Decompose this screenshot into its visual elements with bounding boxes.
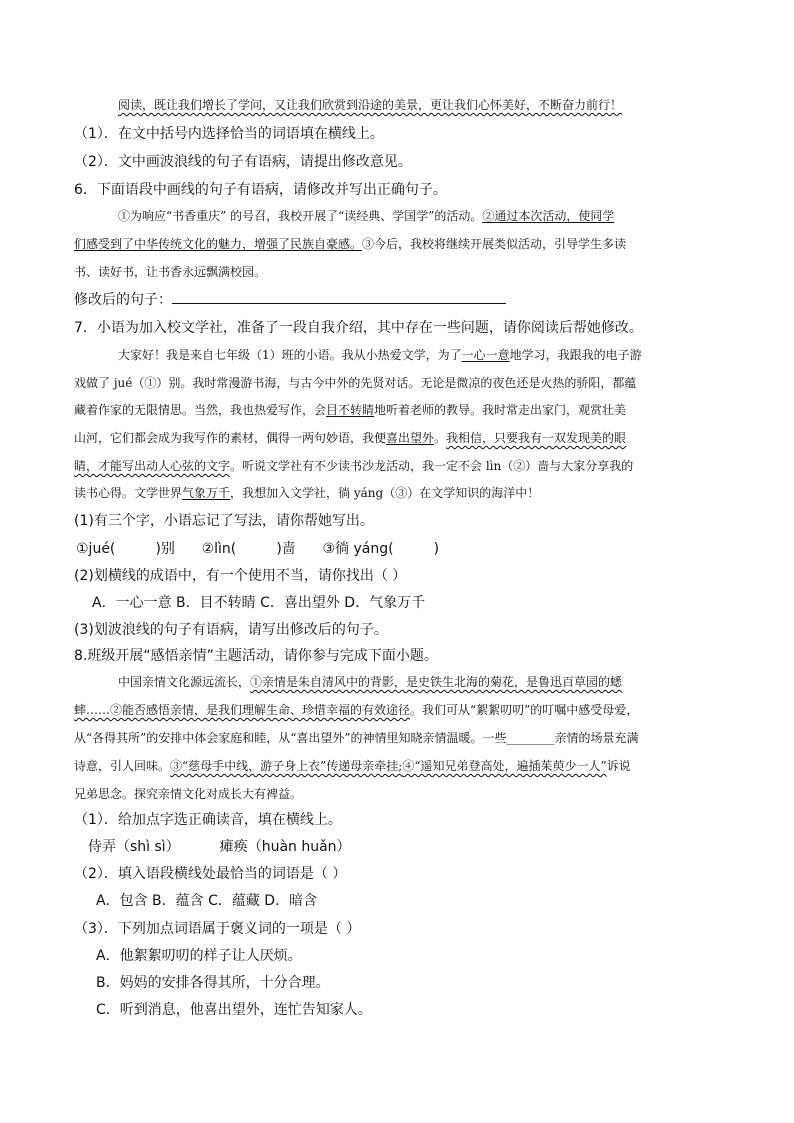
q8-reading-a[interactable]: 侍弄（shì sì） bbox=[88, 839, 180, 855]
q7-fill-row[interactable]: ①jué( )别 ②lìn( )啬 ③徜 yáng( ) bbox=[76, 541, 440, 557]
q8-option-a[interactable]: A．他絮絮叨叨的样子让人厌烦。 bbox=[96, 948, 302, 964]
q6-passage-line3: 书、读好书，让书香永远飘满校园。 bbox=[74, 265, 267, 279]
q7-title: 7．小语为加入校文学社，准备了一段自我介绍，其中存在一些问题，请你阅读后帮她修改。 bbox=[74, 320, 643, 336]
q7-text: 地听着老师的教导。我时常走出家门，观赏壮美 bbox=[374, 403, 627, 417]
q6-answer-label: 修改后的句子： bbox=[74, 292, 172, 308]
q7-idiom-b: 目不转睛 bbox=[326, 403, 375, 417]
q6-title: 6．下面语段中画线的句子有语病，请修改并写出正确句子。 bbox=[74, 182, 447, 198]
q7-text: 地学习，我跟我的电子游 bbox=[509, 348, 642, 362]
q6-passage-line1 bbox=[118, 207, 614, 224]
q7-idiom-a: 一心一意 bbox=[461, 348, 510, 362]
q7-wavy-sentence: 我相信，只要我有一双发现美的眼 bbox=[446, 431, 627, 445]
q8-text: 中国亲情文化源远流长， bbox=[118, 675, 251, 689]
q8-reading-b[interactable]: 瘫痪（huàn huǎn） bbox=[219, 839, 351, 855]
q8-line3: 从“各得其所”的安排中体会家庭和睦，从“喜出望外”的神情里知晓亲情温暖。一些________亲情的场景充满 bbox=[74, 731, 639, 745]
q7-text: 。听说文学社有不少读书沙龙活动，我一定不会 lìn（②）啬与大家分享我的 bbox=[230, 459, 634, 473]
q5-wavy-sentence: 阅读，既让我们增长了学问，又让我们欣赏到沿途的美景，更让我们心怀美好，不断奋力前行！ bbox=[118, 98, 623, 112]
q8-wavy-sentence: ①亲情是朱自清风中的背影，是史铁生北海的菊花，是鲁迅百草园的蟋 bbox=[250, 675, 623, 689]
q7-sub1: (1)有三个字，小语忘记了写法，请你帮她写出。 bbox=[74, 513, 374, 529]
q8-sub1: （1）．给加点字选正确读音，填在横线上。 bbox=[74, 812, 342, 828]
q8-wavy-poem-2: ④“遥知兄弟登高处，遍插茱萸少一人” bbox=[402, 759, 607, 773]
q7-line6 bbox=[74, 484, 539, 501]
q8-wavy-sentence-cont: 蟀……②能否感悟亲情，是我们理解生命、珍惜幸福的有效途径 bbox=[74, 703, 411, 717]
q7-line4 bbox=[74, 429, 626, 446]
q8-wavy-poem-1: ③“慈母手中线，游子身上衣”传递母亲牵挂; bbox=[170, 759, 403, 773]
q8-line5: 兄弟思念。探究亲情文化对成长大有裨益。 bbox=[74, 787, 303, 801]
q8-reading-row bbox=[88, 836, 351, 856]
q8-option-c[interactable]: C．听到消息，他喜出望外，连忙告知家人。 bbox=[96, 1002, 372, 1018]
q5-passage-end bbox=[118, 96, 622, 113]
q8-text: 诗意，引人回味。 bbox=[74, 759, 171, 773]
q7-line5 bbox=[74, 457, 633, 474]
q7-text: 山河，它们都会成为我写作的素材，偶得一两句妙语，我便 bbox=[74, 431, 387, 445]
q6-answer-row bbox=[74, 289, 506, 309]
q7-text: 大家好！我是来自七年级（1）班的小语。我从小热爱文学，为了 bbox=[118, 348, 462, 362]
q8-option-b[interactable]: B．妈妈的安排各得其所，十分合理。 bbox=[96, 975, 330, 991]
q8-line1 bbox=[118, 673, 622, 690]
q8-line2 bbox=[74, 701, 638, 718]
q7-wavy-sentence-cont: 睛，才能写出动人心弦的文字 bbox=[74, 459, 231, 473]
q8-line4 bbox=[74, 757, 631, 774]
q6-text: ③今后，我校将继续开展类似活动，引导学生多读 bbox=[362, 237, 627, 251]
q6-passage-line2 bbox=[74, 235, 626, 252]
q8-text: 。我们可从“絮絮叨叨”的叮嘱中感受母爱， bbox=[410, 703, 639, 717]
q7-sub3: (3)划波浪线的句子有语病，请写出修改后的句子。 bbox=[74, 622, 388, 638]
q7-idiom-c: 喜出望外 bbox=[386, 431, 435, 445]
q7-idiom-d: 气象万千 bbox=[182, 486, 231, 500]
q7-line3 bbox=[74, 401, 626, 418]
q7-options[interactable]: A．一心一意 B．目不转睛 C．喜出望外 D．气象万千 bbox=[92, 595, 426, 611]
q8-sub2-options[interactable]: A．包含 B．蕴含 C．蕴藏 D．暗含 bbox=[96, 893, 318, 909]
q7-sub2: (2)划横线的成语中，有一个使用不当，请你找出（ ） bbox=[74, 568, 407, 584]
q8-sub2: （2）．填入语段横线处最恰当的词语是（ ） bbox=[74, 866, 347, 882]
q5-sub1: （1）．在文中括号内选择恰当的词语填在横线上。 bbox=[74, 126, 384, 142]
q7-text: 。 bbox=[434, 431, 447, 445]
q8-sub3: （3）．下列加点词语属于褒义词的一项是（ ） bbox=[74, 921, 361, 937]
q7-line2: 戏做了 jué（①）别。我时常漫游书海，与古今中外的先贤对话。无论是微凉的夜色还是火热的骄阳，都蕴 bbox=[74, 376, 637, 390]
q7-text: 藏着作家的无限情思。当然，我也热爱写作，会 bbox=[74, 403, 327, 417]
q6-answer-blank[interactable] bbox=[172, 289, 506, 304]
q7-text: 读书心得。文学世界 bbox=[74, 486, 183, 500]
q7-line1 bbox=[118, 346, 642, 363]
q7-text: ，我想加入文学社，徜 yáng（③）在文学知识的海洋中！ bbox=[230, 486, 540, 500]
q6-underlined-sentence-cont: 们感受到了中华传统文化的魅力，增强了民族自豪感。 bbox=[74, 237, 363, 251]
q8-title: 8.班级开展“感悟亲情”主题活动，请你参与完成下面小题。 bbox=[74, 648, 438, 664]
q6-text: ①为响应“书香重庆” 的号召，我校开展了“读经典、学国学”的活动。 bbox=[118, 209, 483, 223]
q5-sub2: （2）．文中画波浪线的句子有语病，请提出修改意见。 bbox=[74, 154, 412, 170]
q6-underlined-sentence: ②通过本次活动，使同学 bbox=[482, 209, 615, 223]
q8-text: 诉说 bbox=[606, 759, 631, 773]
